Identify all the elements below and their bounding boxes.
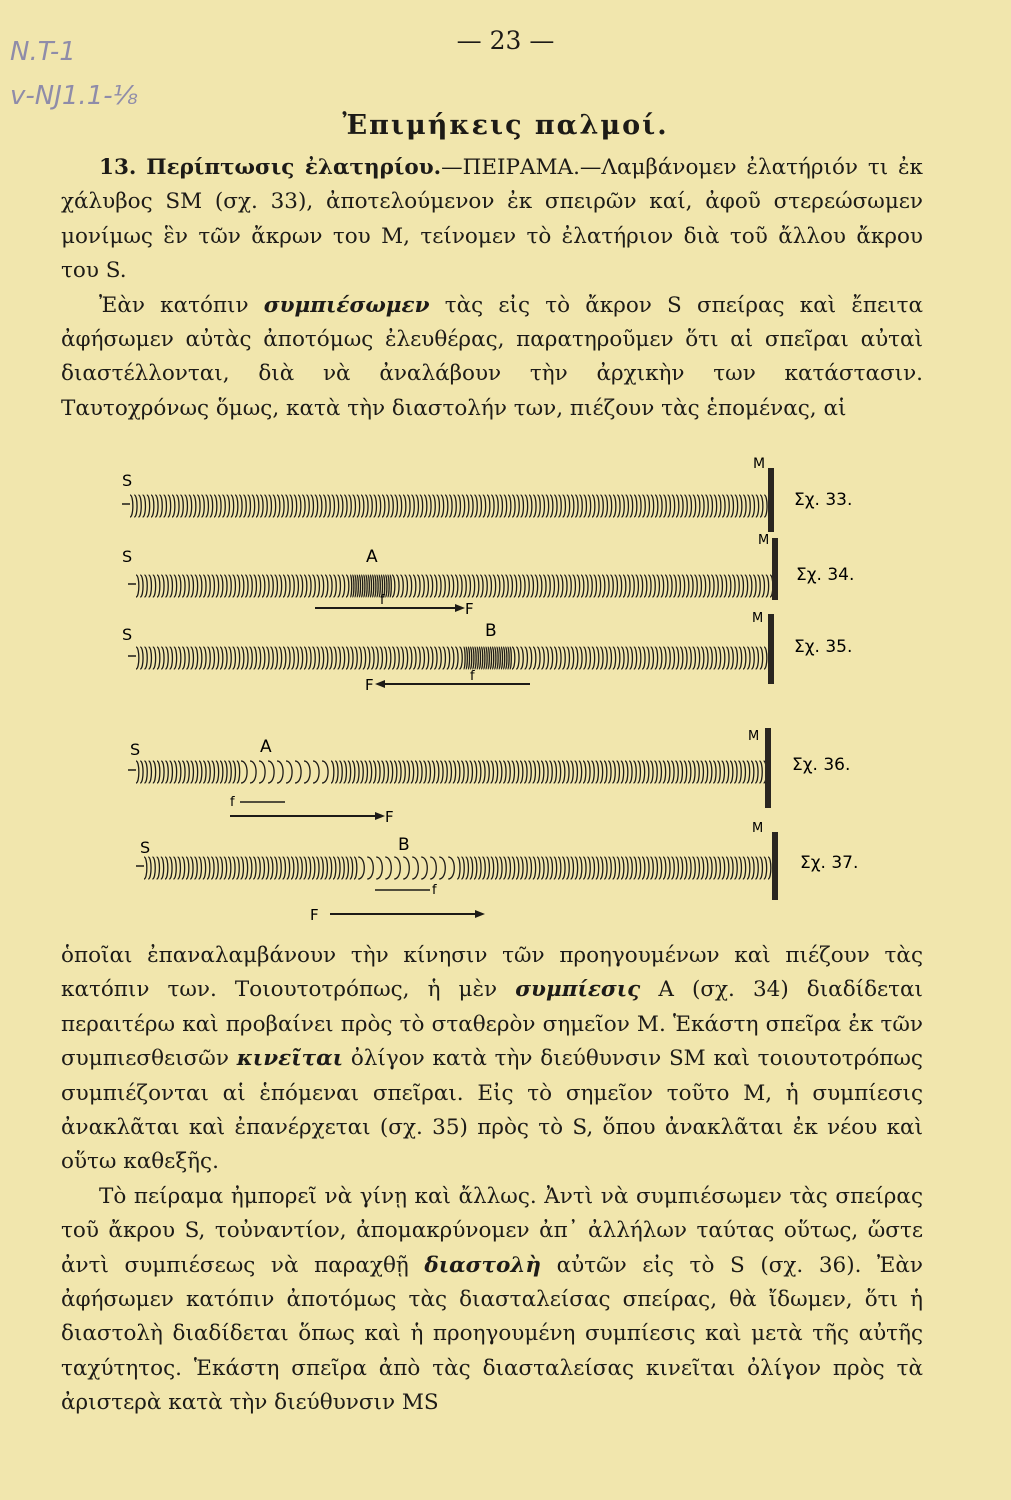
fig37-m-label: M [752, 821, 764, 836]
fig33-spring [122, 495, 767, 517]
margin-note-line-2: v-NJ1.1-¹⁄₈ [10, 81, 138, 111]
fig34-f-large: F [465, 600, 474, 618]
fig37-wall [772, 832, 778, 900]
margin-note-line-1: N.T-1 [10, 37, 76, 67]
paragraph-4 [61, 1180, 923, 1421]
fig37-f-large: F [310, 906, 319, 924]
fig36-m-label: M [748, 729, 760, 744]
fig37-b-label: B [398, 835, 410, 855]
fig36-caption: Σχ. 36. [792, 755, 851, 775]
fig37-s-label: S [140, 838, 151, 857]
paragraph-2 [61, 289, 923, 427]
figure-33 [122, 456, 852, 532]
fig35-b-label: B [485, 621, 497, 641]
fig35-caption: Σχ. 35. [794, 637, 853, 657]
fig35-f-large: F [365, 676, 374, 694]
fig36-a-label: A [260, 737, 272, 757]
fig34-s-label: S [122, 547, 133, 566]
fig35-f-small: f [470, 669, 475, 684]
fig35-arrow-head [375, 680, 385, 688]
para4-text-a: Τὸ πείραμα ἠμπορεῖ νὰ γίνῃ καὶ ἄλλως. Ἀντὶ νὰ συμπιέσωμεν τὰς σπείρας τοῦ ἄκρου S, τοὐναντίον, ἀπομακρύνομεν ἀπ᾿ ἀλλήλων ταύτας οὕτως, ὥστε ἀντὶ συμπιέσεως νὰ παραχθῇ [61, 1183, 923, 1278]
fig34-m-label: M [758, 533, 770, 548]
fig36-f-large: F [385, 808, 394, 826]
fig33-caption: Σχ. 33. [794, 490, 853, 510]
text-block-top [61, 151, 923, 426]
fig34-spring [128, 575, 773, 597]
figure-34 [122, 533, 854, 618]
fig37-arrow-head [475, 910, 485, 918]
figure-37 [136, 821, 858, 924]
fig36-wall [765, 728, 771, 808]
fig33-m-label: M [753, 456, 766, 472]
fig36-f-small: f [230, 795, 235, 810]
fig35-spring [128, 647, 767, 669]
spring-coils [130, 495, 767, 517]
para3-text-a: ὁποῖαι ἐπαναλαμβάνουν τὴν κίνησιν τῶν προηγουμένων καὶ πιέζουν τὰς κατόπιν των. Τοιουτοτρόπως, ἡ μὲν [61, 943, 923, 1003]
fig35-m-label: M [752, 611, 764, 626]
fig34-caption: Σχ. 34. [796, 565, 855, 585]
para2-emphasis: συμπιέσωμεν [263, 292, 430, 318]
spring-coils [136, 647, 767, 669]
spring-coils [136, 761, 766, 783]
fig37-spring [136, 857, 771, 879]
para3-emphasis-2: κινεῖται [236, 1046, 344, 1072]
fig36-s-label: S [130, 740, 141, 759]
para2-text-b: τὰς εἰς τὸ ἄκρον S σπείρας καὶ ἔπειτα ἀφήσωμεν αὐτὰς ἀποτόμως ἐλευθέρας, παρατηροῦμεν ὅτι αἱ σπεῖραι αὐταὶ διαστέλλονται, διὰ νὰ ἀναλάβουν τὴν ἀρχικὴν των κατάστασιν. Ταυτοχρόνως ὅμως, κατὰ τὴν διαστολήν των, πιέζουν τὰς ἑπομένας, αἱ [61, 292, 923, 421]
fig34-a-label: A [366, 547, 378, 567]
paragraph-3 [61, 939, 923, 1180]
fig34-arrow-head [455, 604, 465, 612]
fig35-wall [768, 614, 774, 684]
fig36-spring [128, 761, 766, 783]
spring-coils [136, 575, 773, 597]
page-number: — 23 — [456, 26, 555, 55]
fig35-s-label: S [122, 625, 133, 644]
fig36-arrow-head [375, 812, 385, 820]
section-paragraph [61, 151, 923, 289]
section-number: 13. [99, 155, 137, 180]
para3-text-b: A (σχ. 34) διαδίδεται περαιτέρω καὶ προβαίνει πρὸς τὸ σταθερὸν σημεῖον M. Ἑκάστη σπεῖρα ἐκ τῶν συμπιεσθεισῶν [61, 977, 923, 1072]
para3-emphasis-1: συμπίεσις [515, 977, 641, 1003]
fig37-caption: Σχ. 37. [800, 853, 859, 873]
para2-text-a: Ἐὰν κατόπιν [99, 292, 264, 318]
spring-figures [100, 450, 900, 930]
fig34-wall [772, 538, 778, 600]
para4-text-b: αὐτῶν εἰς τὸ S (σχ. 36). Ἐὰν ἀφήσωμεν κατόπιν ἀποτόμως τὰς διασταλείσας σπείρας, θὰ ἴδωμεν, ὅτι ἡ διαστολὴ διαδίδεται ὅπως καὶ ἡ προηγουμένη συμπίεσις καὶ μετὰ τῆς αὐτῆς ταχύτητος. Ἑκάστη σπεῖρα ἀπὸ τὰς διασταλείσας κινεῖται ὀλίγον πρὸς τὰ ἀριστερὰ κατὰ τὴν διεύθυνσιν MS [61, 1252, 923, 1416]
fig37-f-small: f [432, 883, 437, 898]
section-heading: Περίπτωσις ἐλατηρίου. [146, 155, 442, 180]
fig33-s-label: S [122, 471, 133, 490]
text-block-bottom [61, 939, 923, 1421]
para3-text-c: ὀλίγον κατὰ τὴν διεύθυνσιν SM καὶ τοιουτοτρόπως συμπιέζονται αἱ ἑπόμεναι σπεῖραι. Εἰς τὸ σημεῖον τοῦτο M, ἡ συμπίεσις ἀνακλᾶται καὶ ἐπανέρχεται (σχ. 35) πρὸς τὸ S, ὅπου ἀνακλᾶται ἐκ νέου καὶ οὕτω καθεξῆς. [61, 1046, 923, 1175]
page-title: Ἐπιμήκεις παλμοί. [342, 110, 669, 141]
fig34-f-small: f [380, 593, 385, 608]
figure-36 [128, 728, 850, 826]
section-text: —ΠΕΙΡΑΜΑ.—Λαμβάνομεν ἐλατήριόν τι ἐκ χάλυβος SM (σχ. 33), ἀποτελούμενον ἐκ σπειρῶν καί, ἀφοῦ στερεώσωμεν μονίμως ἓν τῶν ἄκρων του M, τείνομεν τὸ ἐλατήριον διὰ τοῦ ἄλλου ἄκρου του S. [61, 155, 923, 284]
fig33-wall [768, 468, 774, 532]
figure-35 [122, 611, 852, 694]
para4-emphasis: διαστολὴ [424, 1252, 542, 1278]
spring-coils [144, 857, 771, 879]
